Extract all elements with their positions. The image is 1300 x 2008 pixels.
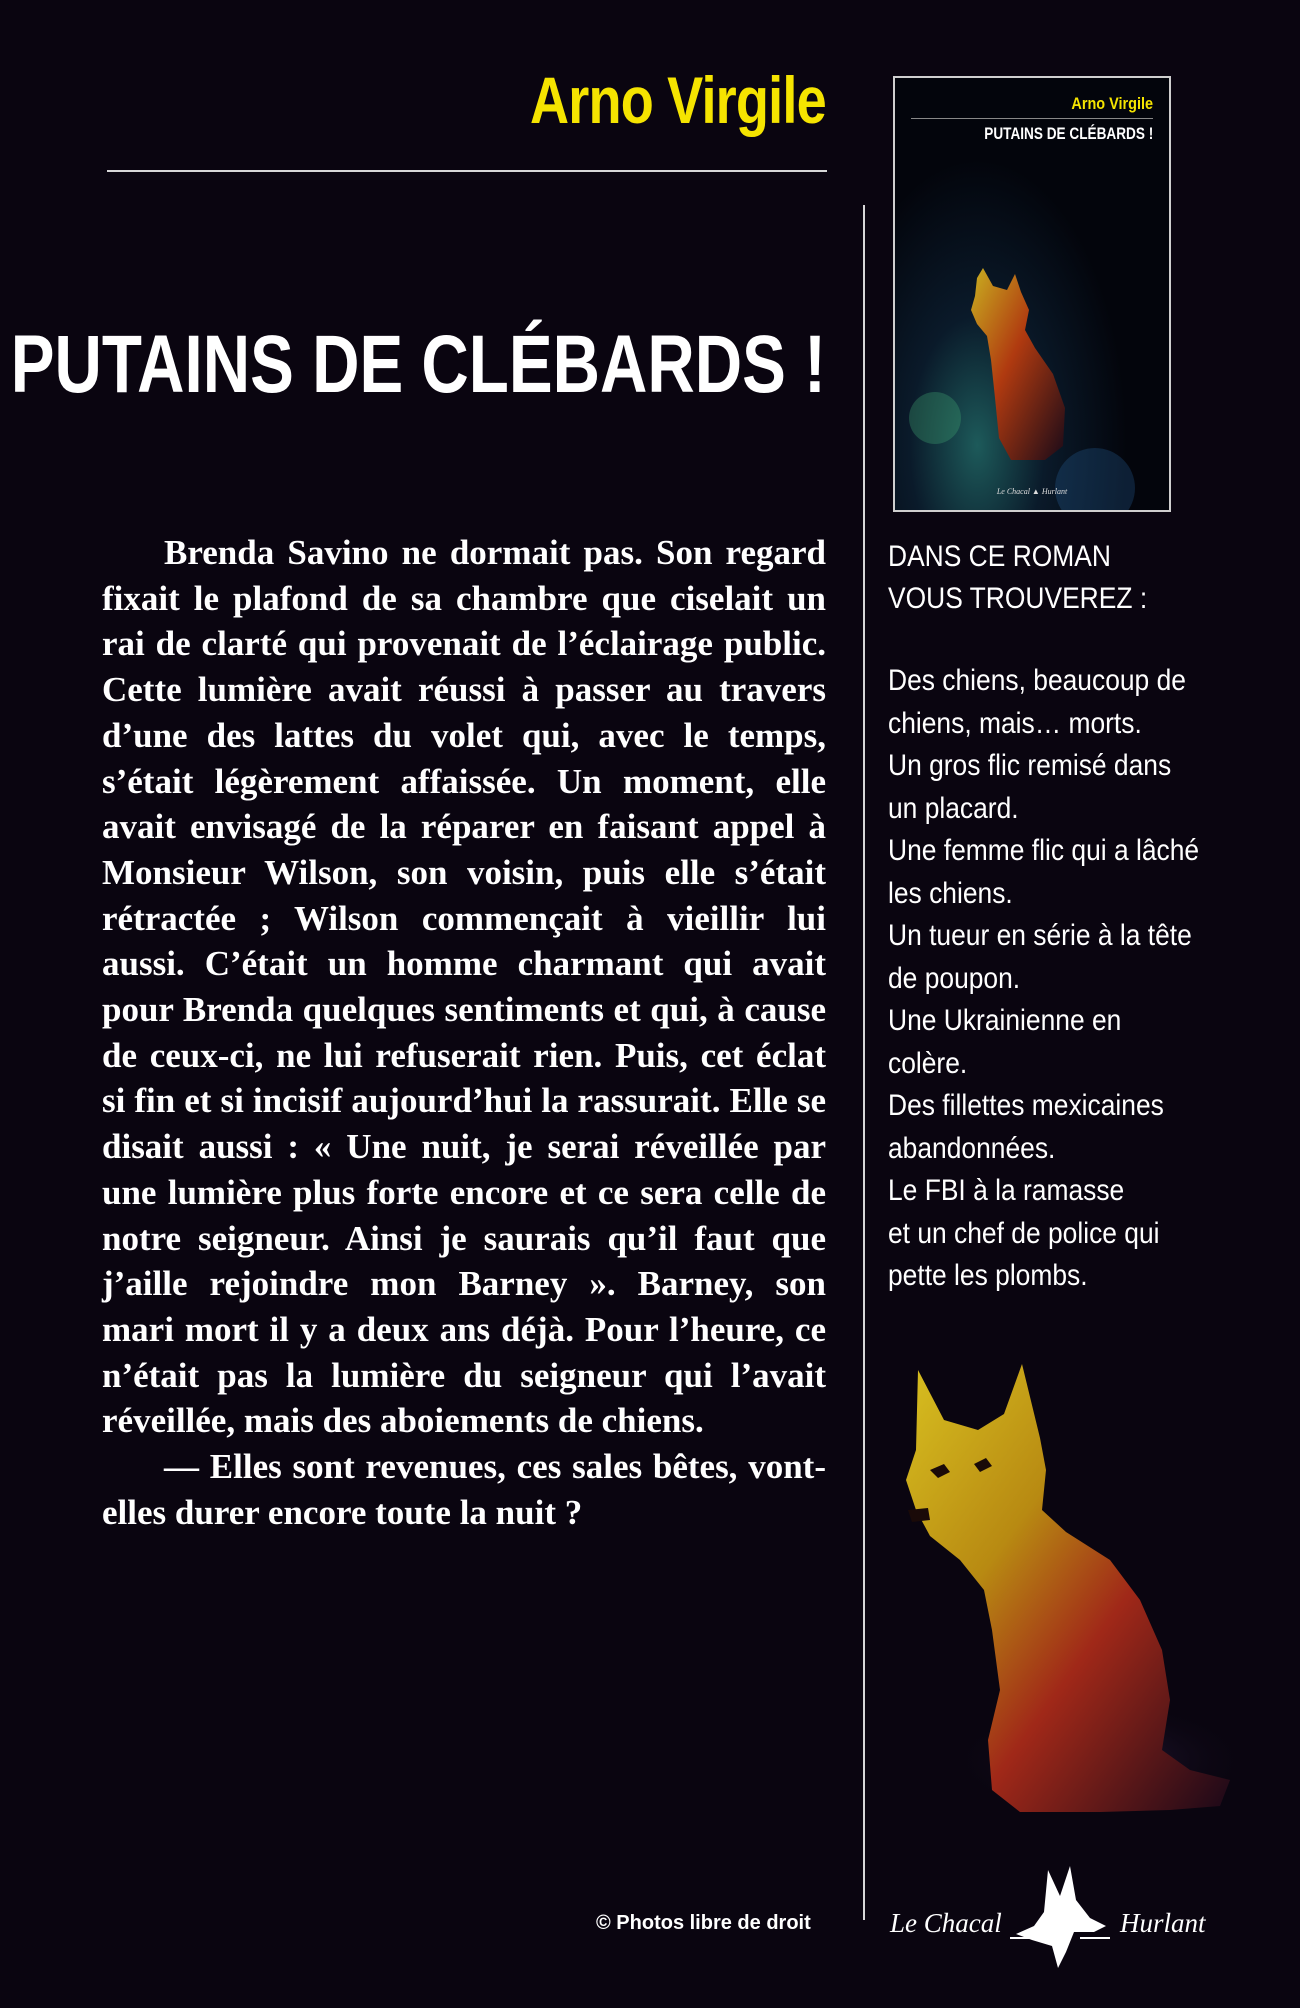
cover-author: Arno Virgile	[1071, 94, 1153, 113]
jackal-icon: ▲	[1031, 487, 1040, 496]
book-title: PUTAINS DE CLÉBARDS !	[10, 319, 826, 410]
author-name: Arno Virgile	[530, 63, 826, 137]
publisher-left: Le Chacal	[890, 1908, 1002, 1938]
jackal-icon	[1010, 1860, 1110, 1970]
dog-image	[900, 1360, 1240, 1830]
cover-publisher-logo	[895, 487, 1169, 496]
column-divider	[863, 205, 865, 1920]
header-divider	[107, 170, 827, 172]
cover-publisher-left: Le Chacal	[996, 487, 1030, 496]
excerpt-text	[102, 530, 826, 1535]
publisher-right: Hurlant	[1120, 1908, 1206, 1938]
cover-title: PUTAINS DE CLÉBARDS !	[984, 124, 1153, 143]
excerpt-paragraph: Brenda Savino ne dormait pas. Son regard fixait le plafond de sa chambre que ciselait un rai de clarté qui provenait de l’éclairage public. Cette lumière avait réussi à passer au travers d’une des lattes du volet qui, avec le temps, s’était légèrement affaissée. Un moment, elle avait envisagé de la réparer en faisant appel à Monsieur Wilson, son voisin, puis elle s’était rétractée ; Wilson commençait à vieillir lui aussi. C’était un homme charmant qui avait pour Brenda quelques sentiments et qui, à cause de ceux-ci, ne lui refuserait rien. Puis, cet éclat si fin et si incisif aujourd’hui la rassurait. Elle se disait aussi : « Une nuit, je serai réveillée par une lumière plus forte encore et ce sera celle de notre seigneur. Ainsi je saurais qu’il faut que j’aille rejoindre mon Barney ». Barney, son mari mort il y a deux ans déjà. Pour l’heure, ce n’était pas la lumière du seigneur qui l’avait réveillée, mais des aboiements de chiens.	[102, 533, 826, 1441]
sidebar-heading: DANS CE ROMAN VOUS TROUVEREZ :	[888, 540, 1148, 615]
excerpt-paragraph: — Elles sont revenues, ces sales bêtes, vont-elles durer encore toute la nuit ?	[102, 1447, 826, 1532]
cover-publisher-right: Hurlant	[1041, 487, 1068, 496]
publisher-logo	[890, 1860, 1220, 1970]
photo-credit: © Photos libre de droit	[596, 1912, 811, 1934]
cover-dog-image	[895, 78, 1171, 512]
sidebar-list: Des chiens, beaucoup de chiens, mais… morts. Un gros flic remisé dans un placard. Une femme flic qui a lâché les chiens. Un tueur en série à la tête de poupon. Une Ukrainienne en colère. Des fillettes mexicaines abandonnées. Le FBI à la ramasse et un chef de police qui pette les plombs.	[888, 664, 1200, 1292]
book-cover	[893, 76, 1171, 512]
